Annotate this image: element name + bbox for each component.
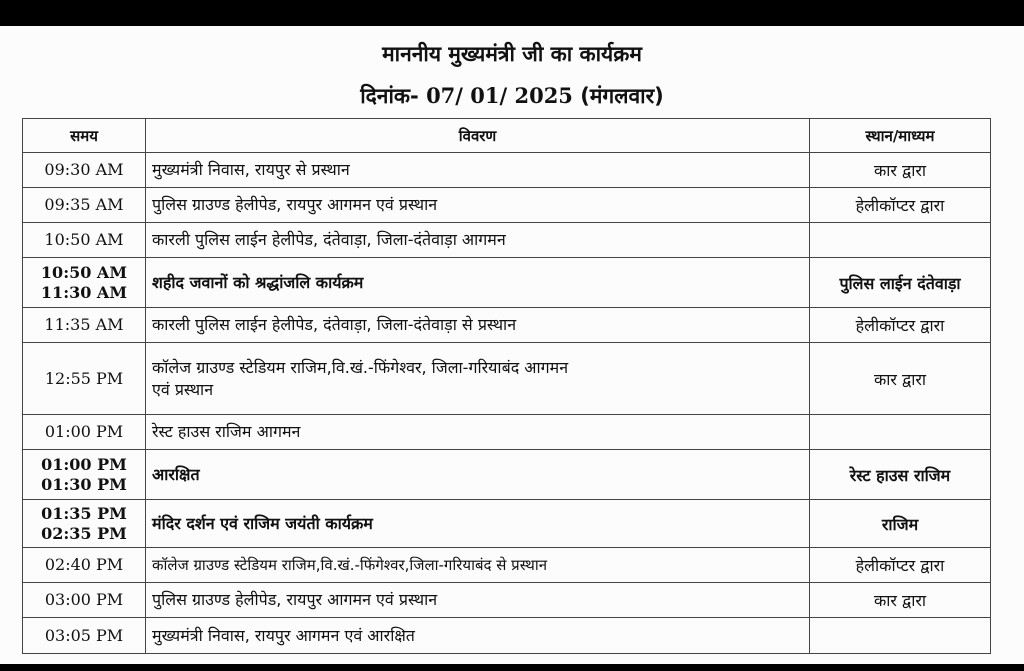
row-time: 10:50 AM <box>23 223 146 258</box>
row-place: पुलिस लाईन दंतेवाड़ा <box>810 258 991 308</box>
table-row <box>23 223 991 258</box>
row-place: हेलीकॉप्टर द्वारा <box>810 188 991 223</box>
bottom-black-bar <box>0 664 1024 671</box>
row-place: हेलीकॉप्टर द्वारा <box>810 308 991 343</box>
row-details: मुख्यमंत्री निवास, रायपुर से प्रस्थान <box>146 153 810 188</box>
table-row <box>23 618 991 654</box>
table-header-row <box>23 119 991 153</box>
day-name: (मंगलवार) <box>580 84 664 108</box>
row-details: आरक्षित <box>146 450 810 500</box>
row-details: शहीद जवानों को श्रद्धांजलि कार्यक्रम <box>146 258 810 308</box>
row-time: 02:40 PM <box>23 548 146 583</box>
row-place: कार द्वारा <box>810 343 991 415</box>
row-place <box>810 223 991 258</box>
row-details: पुलिस ग्राउण्ड हेलीपेड, रायपुर आगमन एवं प्रस्थान <box>146 188 810 223</box>
table-row <box>23 343 991 415</box>
row-time: 09:35 AM <box>23 188 146 223</box>
column-header-place: स्थान/माध्यम <box>810 119 991 153</box>
table-row <box>23 308 991 343</box>
row-time: 10:50 AM 11:30 AM <box>23 258 146 308</box>
row-place: कार द्वारा <box>810 153 991 188</box>
row-time: 03:05 PM <box>23 618 146 654</box>
table-row <box>23 583 991 618</box>
row-details: कारली पुलिस लाईन हेलीपेड, दंतेवाड़ा, जिला-दंतेवाड़ा आगमन <box>146 223 810 258</box>
row-time: 01:00 PM <box>23 415 146 450</box>
table-row <box>23 450 991 500</box>
top-black-bar <box>0 0 1024 26</box>
row-place: रेस्ट हाउस राजिम <box>810 450 991 500</box>
page-title: माननीय मुख्यमंत्री जी का कार्यक्रम <box>382 42 642 66</box>
row-time: 12:55 PM <box>23 343 146 415</box>
table-row <box>23 415 991 450</box>
row-time: 01:00 PM 01:30 PM <box>23 450 146 500</box>
table-row <box>23 548 991 583</box>
row-details: कारली पुलिस लाईन हेलीपेड, दंतेवाड़ा, जिला-दंतेवाड़ा से प्रस्थान <box>146 308 810 343</box>
row-details: कॉलेज ग्राउण्ड स्टेडियम राजिम,वि.खं.-फिंगेश्वर,जिला-गरियाबंद से प्रस्थान <box>146 548 810 583</box>
row-time: 09:30 AM <box>23 153 146 188</box>
row-details: पुलिस ग्राउण्ड हेलीपेड, रायपुर आगमन एवं प्रस्थान <box>146 583 810 618</box>
table-row <box>23 188 991 223</box>
row-place: राजिम <box>810 500 991 548</box>
date-value: 07/ 01/ 2025 <box>426 83 573 108</box>
row-details: मुख्यमंत्री निवास, रायपुर आगमन एवं आरक्षित <box>146 618 810 654</box>
column-header-details: विवरण <box>146 119 810 153</box>
table-row <box>23 153 991 188</box>
row-place: कार द्वारा <box>810 583 991 618</box>
row-details: मंदिर दर्शन एवं राजिम जयंती कार्यक्रम <box>146 500 810 548</box>
row-time: 11:35 AM <box>23 308 146 343</box>
table-row <box>23 258 991 308</box>
schedule-date <box>0 82 1024 110</box>
row-details: कॉलेज ग्राउण्ड स्टेडियम राजिम,वि.खं.-फिंगेश्वर, जिला-गरियाबंद आगमन एवं प्रस्थान <box>146 343 810 415</box>
row-time: 03:00 PM <box>23 583 146 618</box>
date-label: दिनांक- <box>360 84 419 108</box>
row-place: हेलीकॉप्टर द्वारा <box>810 548 991 583</box>
row-place <box>810 618 991 654</box>
schedule-table <box>22 118 991 654</box>
row-place <box>810 415 991 450</box>
row-details: रेस्ट हाउस राजिम आगमन <box>146 415 810 450</box>
column-header-time: समय <box>23 119 146 153</box>
document-sheet <box>0 26 1024 664</box>
row-time: 01:35 PM 02:35 PM <box>23 500 146 548</box>
table-row <box>23 500 991 548</box>
